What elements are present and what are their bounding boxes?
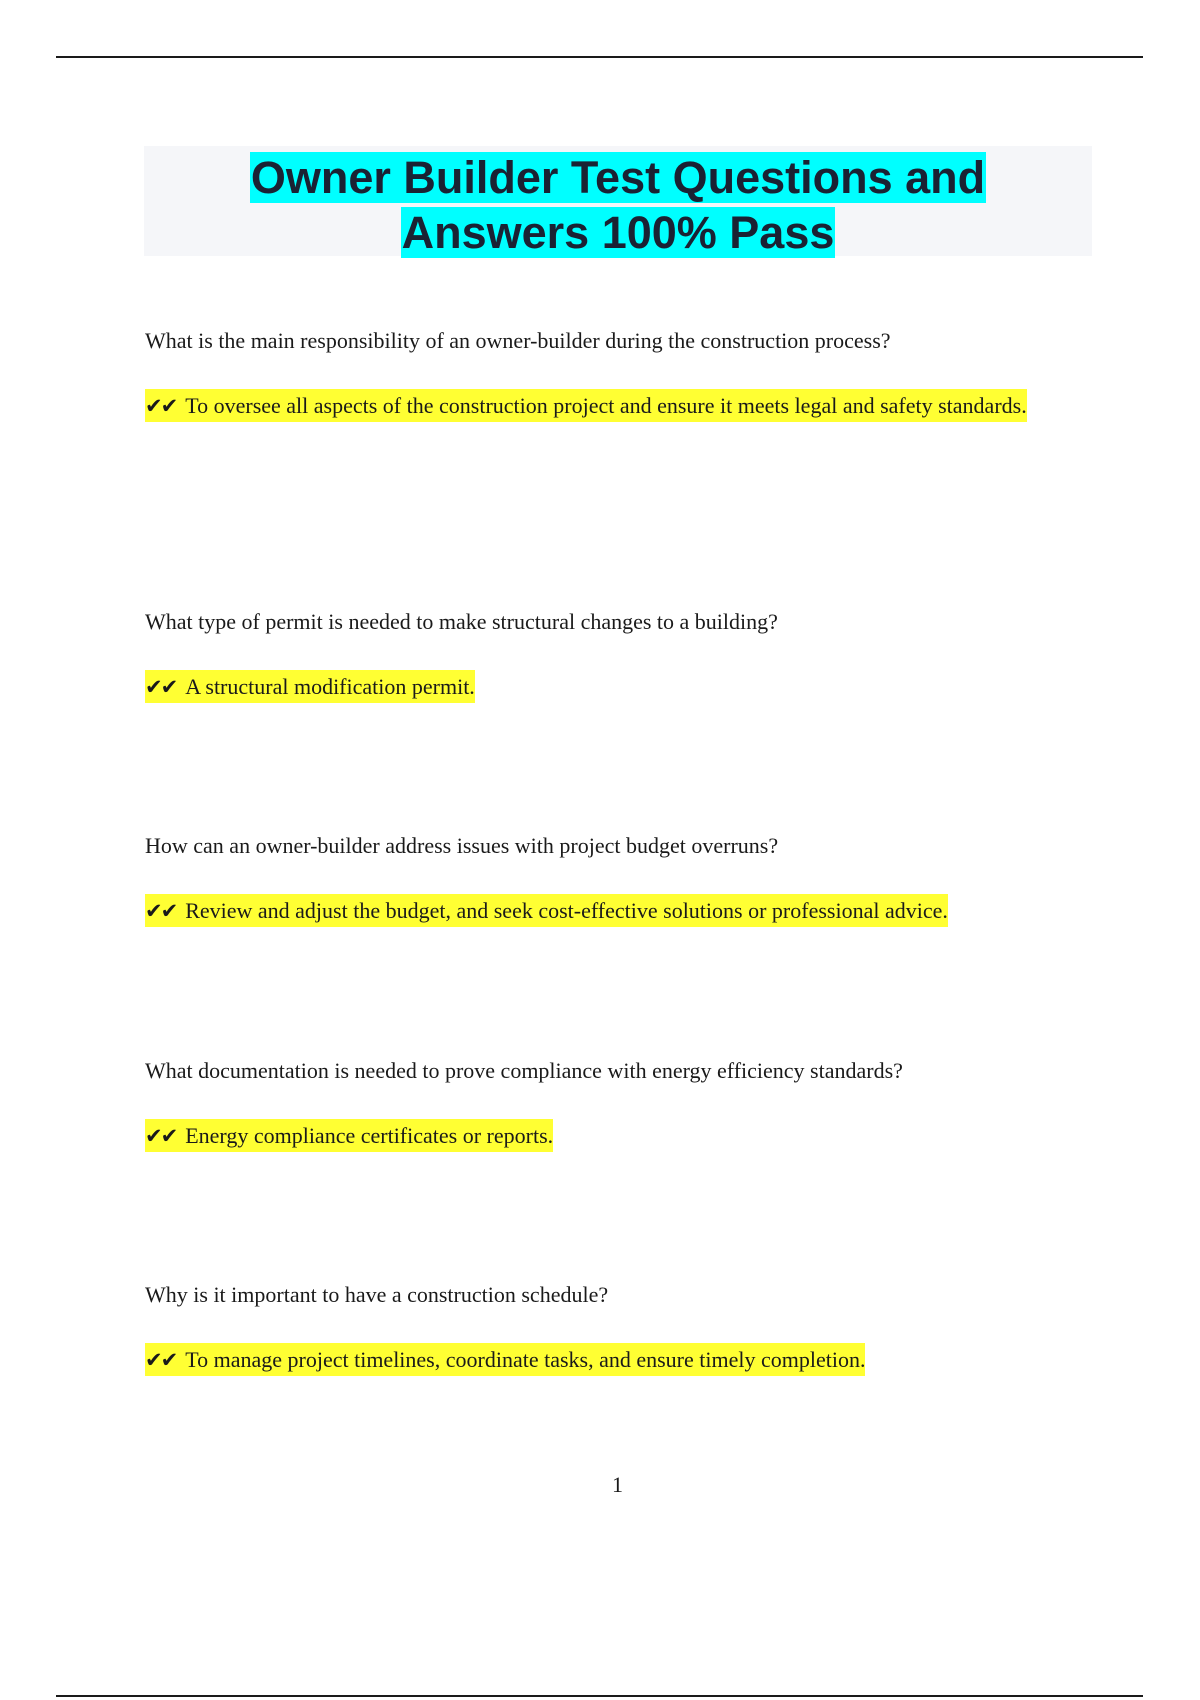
question-text: What is the main responsibility of an owner-builder during the construction process? [145,328,891,353]
question-text: Why is it important to have a construction schedule? [145,1282,609,1307]
bottom-rule [56,1695,1143,1697]
double-check-icon: ✔✔ [145,394,177,418]
double-check-icon: ✔✔ [145,675,177,699]
question-text: What type of permit is needed to make structural changes to a building? [145,609,778,634]
double-check-icon: ✔✔ [145,1124,177,1148]
top-rule [56,56,1143,58]
answer-label: To oversee all aspects of the construction project and ensure it meets legal and safety standards. [185,393,1027,418]
question-text: What documentation is needed to prove compliance with energy efficiency standards? [145,1058,903,1083]
answer-text [145,657,1065,717]
answer-label: Review and adjust the budget, and seek cost-effective solutions or professional advice. [185,898,948,923]
answer-label: To manage project timelines, coordinate tasks, and ensure timely completion. [185,1347,866,1372]
double-check-icon: ✔✔ [145,899,177,923]
answer-text [145,1330,1065,1390]
title-block [144,146,1092,256]
answer-label: A structural modification permit. [185,674,475,699]
answer-text [145,1106,1065,1166]
document-title-line-2: Answers 100% Pass [401,207,835,258]
question-text: How can an owner-builder address issues with project budget overruns? [145,833,779,858]
page-number: 1 [612,1472,623,1497]
answer-text [145,881,1065,941]
answer-label: Energy compliance certificates or reports. [185,1123,554,1148]
double-check-icon: ✔✔ [145,1348,177,1372]
document-title-line-1: Owner Builder Test Questions and [250,152,986,203]
answer-text [145,376,1065,436]
